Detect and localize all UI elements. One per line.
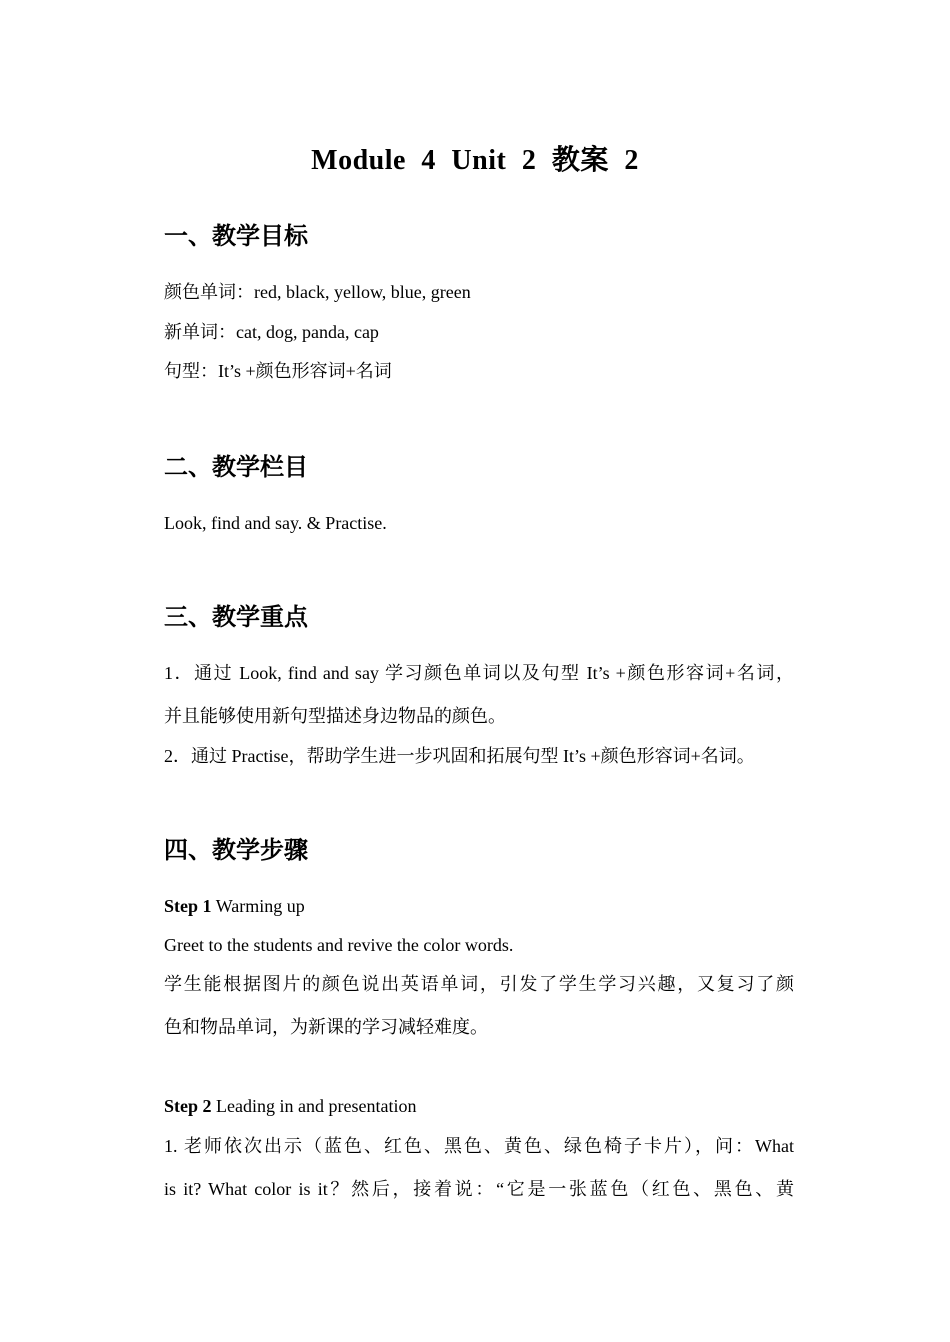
step1-title: Warming up	[211, 896, 305, 916]
key-point-2: 2．通过 Practise，帮助学生进一步巩固和拓展句型 It’s +颜色形容词+名词。	[164, 746, 755, 766]
step2-title: Leading in and presentation	[211, 1096, 417, 1116]
step2-heading	[164, 1094, 416, 1118]
step2-line-2: is it? What color is it？然后，接着说：“它是一张蓝色（红色、黑色、黄	[164, 1179, 794, 1199]
section-heading-steps: 四、教学步骤	[164, 836, 308, 864]
step1-label: Step 1	[164, 896, 212, 916]
objective-color-words: 颜色单词：red, black, yellow, blue, green	[164, 282, 471, 302]
key-point-1-line-1: 1．通过 Look, find and say 学习颜色单词以及句型 It’s +颜色形容词+名词，	[164, 663, 794, 683]
step1-heading	[164, 894, 305, 918]
document-title: Module 4 Unit 2 教案 2	[311, 145, 639, 176]
columns-text: Look, find and say. & Practise.	[164, 513, 387, 533]
objective-sentence-pattern: 句型：It’s +颜色形容词+名词	[164, 361, 392, 381]
step1-line-3: 色和物品单词，为新课的学习减轻难度。	[164, 1017, 488, 1037]
step1-line-2: 学生能根据图片的颜色说出英语单词，引发了学生学习兴趣，又复习了颜	[164, 974, 794, 994]
section-heading-objectives: 一、教学目标	[164, 222, 308, 250]
step1-line-1: Greet to the students and revive the color words.	[164, 935, 514, 955]
objective-new-words: 新单词：cat, dog, panda, cap	[164, 322, 379, 342]
section-heading-columns: 二、教学栏目	[164, 453, 308, 481]
key-point-1-line-2: 并且能够使用新句型描述身边物品的颜色。	[164, 706, 506, 726]
step2-label: Step 2	[164, 1096, 212, 1116]
step2-line-1: 1. 老师依次出示（蓝色、红色、黑色、黄色、绿色椅子卡片），问：What	[164, 1136, 794, 1156]
section-heading-key-points: 三、教学重点	[164, 603, 308, 631]
